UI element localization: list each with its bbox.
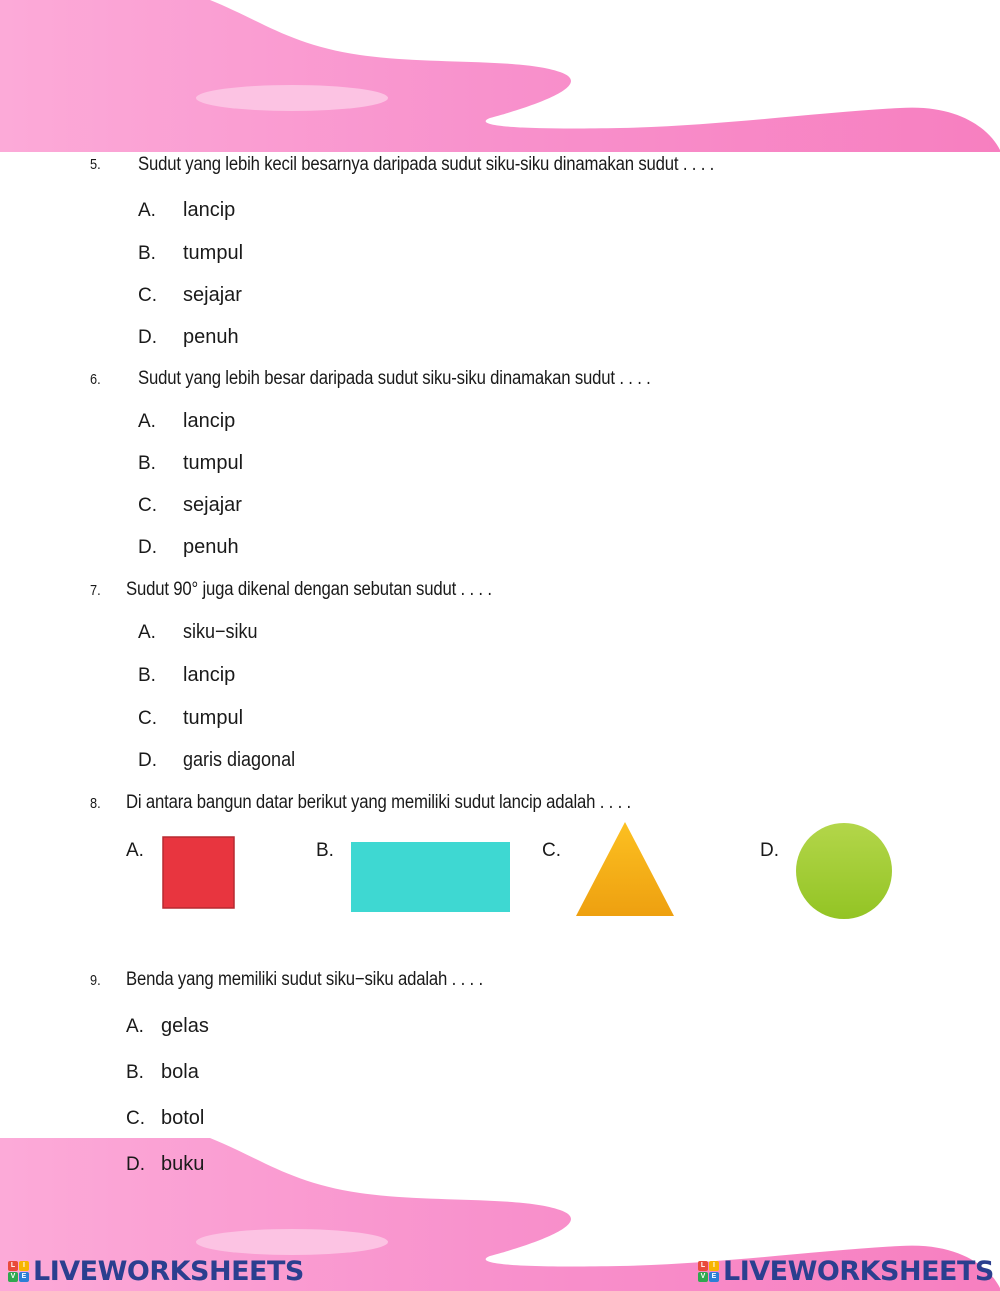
liveworksheets-icon: L I V E [698,1261,719,1282]
liveworksheets-logo-right[interactable] [698,1256,994,1287]
option-letter: B. [138,453,156,474]
option-d-answer[interactable]: penuh [183,326,239,348]
option-letter: D. [138,537,157,558]
option-letter: C. [126,1108,145,1129]
option-letter: D. [138,750,157,771]
option-letter: D. [760,840,779,861]
option-c-answer[interactable]: tumpul [183,707,244,729]
option-a-answer[interactable]: siku−siku [183,621,258,643]
option-letter: D. [126,1154,145,1175]
option-a-answer[interactable]: lancip [183,410,236,432]
option-b-answer[interactable]: tumpul [183,242,244,264]
option-letter: B. [138,665,156,686]
option-letter: C. [138,285,157,306]
option-letter: C. [138,708,157,729]
question-text: Sudut yang lebih kecil besarnya daripada sudut siku-siku dinamakan sudut . . . . [138,154,715,175]
liveworksheets-logo-left[interactable] [8,1256,304,1287]
option-d-answer[interactable]: buku [161,1153,205,1175]
option-c-answer[interactable]: sejajar [183,284,242,306]
option-letter: C. [542,840,561,861]
option-c-answer[interactable]: botol [161,1107,205,1129]
option-letter: C. [138,495,157,516]
question-number: 6. [90,371,101,388]
question-number: 8. [90,795,101,812]
liveworksheets-icon: L I V E [8,1261,29,1282]
option-letter: D. [138,327,157,348]
brand-name: LIVEWORKSHEETS [723,1256,994,1287]
option-b-answer[interactable]: bola [161,1061,199,1083]
option-a-answer[interactable]: gelas [161,1015,209,1037]
question-text: Benda yang memiliki sudut siku−siku adalah . . . . [126,969,483,990]
question-number: 5. [90,156,101,173]
option-letter: A. [138,411,156,432]
rectangle-icon[interactable] [351,842,511,914]
circle-icon[interactable] [794,821,894,921]
question-text: Sudut yang lebih besar daripada sudut siku-siku dinamakan sudut . . . . [138,368,651,389]
question-number: 7. [90,582,101,599]
option-letter: A. [138,200,156,221]
triangle-icon[interactable] [574,820,676,918]
question-number: 9. [90,972,101,989]
question-text: Di antara bangun datar berikut yang memiliki sudut lancip adalah . . . . [126,792,632,813]
brand-name: LIVEWORKSHEETS [33,1256,304,1287]
option-letter: A. [126,1016,144,1037]
option-b-answer[interactable]: lancip [183,664,236,686]
option-c-answer[interactable]: sejajar [183,494,242,516]
option-letter: A. [126,840,144,861]
top-decorative-wave [0,0,1000,160]
option-d-answer[interactable]: garis diagonal [183,749,296,771]
option-letter: A. [138,622,156,643]
option-letter: B. [316,840,334,861]
square-icon[interactable] [162,836,236,910]
option-letter: B. [138,243,156,264]
option-letter: B. [126,1062,144,1083]
question-text: Sudut 90° juga dikenal dengan sebutan sudut . . . . [126,579,492,600]
option-b-answer[interactable]: tumpul [183,452,244,474]
option-a-answer[interactable]: lancip [183,199,236,221]
option-d-answer[interactable]: penuh [183,536,239,558]
